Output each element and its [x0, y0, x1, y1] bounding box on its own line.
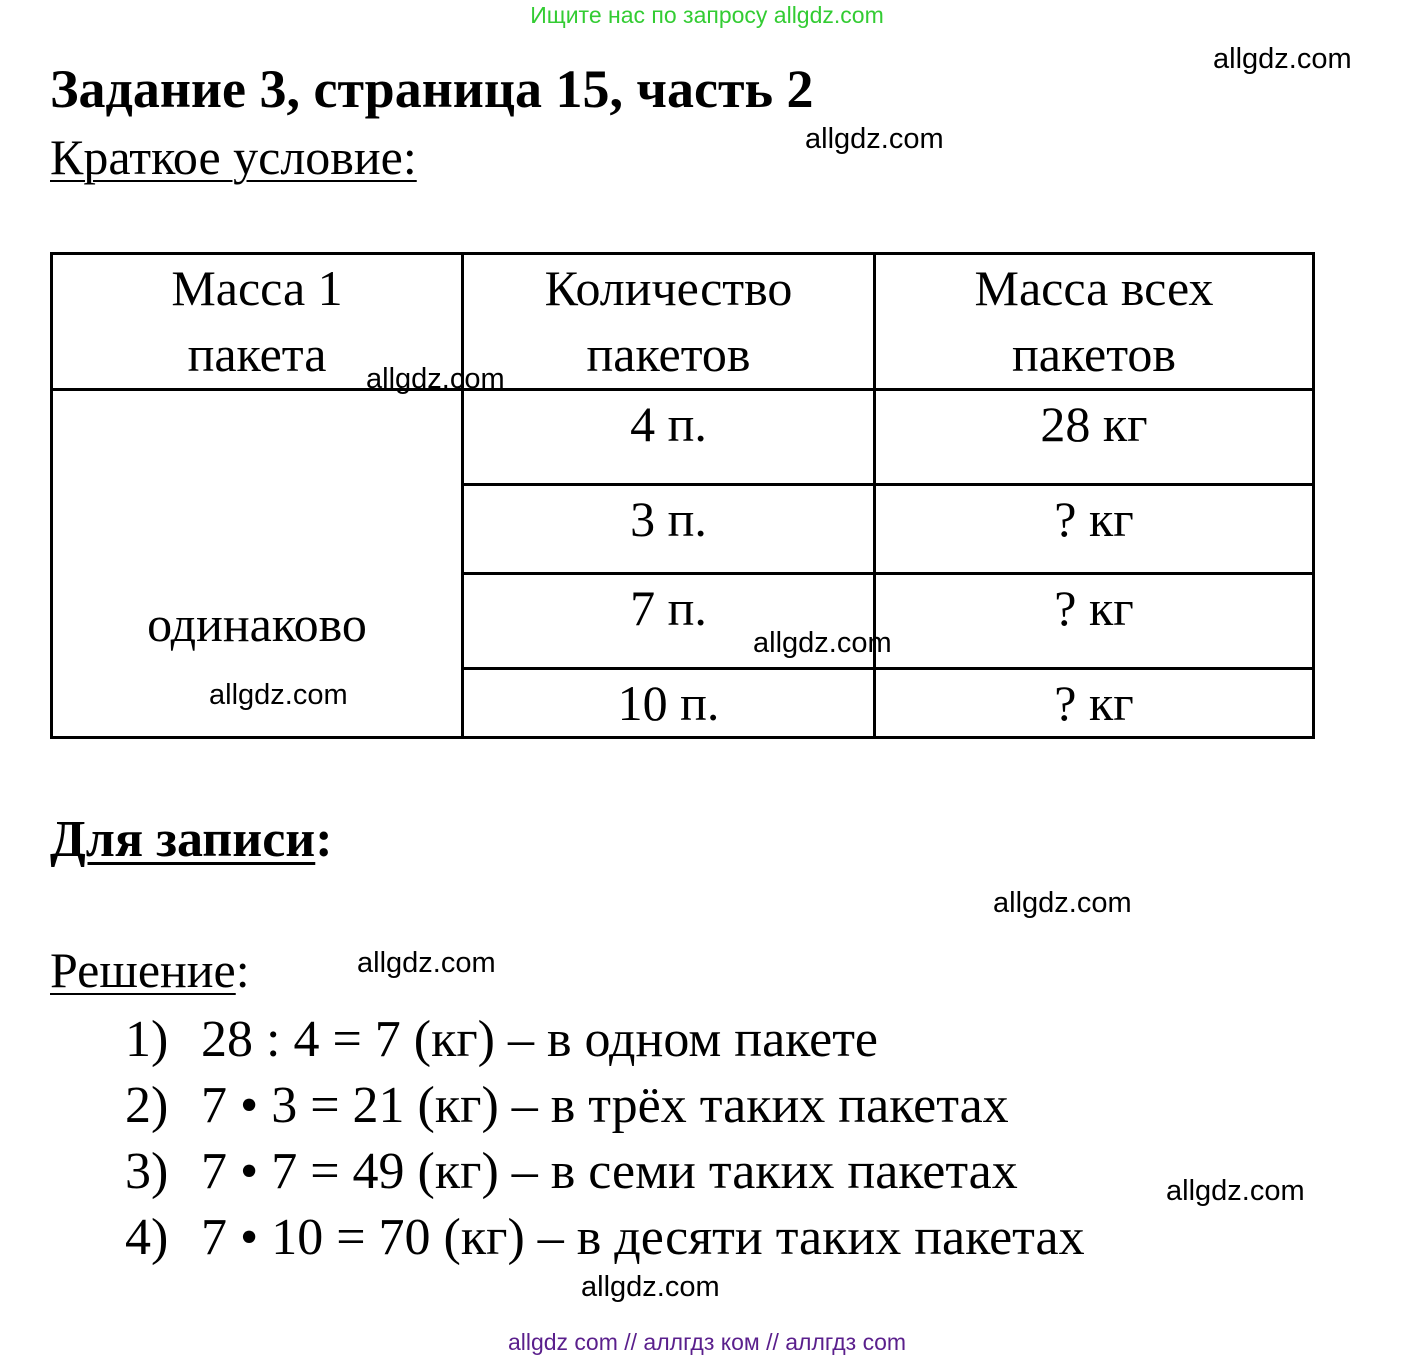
for-notes-label: Для записи — [50, 811, 316, 868]
mass-cell: ? кг — [875, 485, 1314, 574]
header-line: пакетов — [586, 326, 751, 382]
mass-cell: ? кг — [875, 574, 1314, 669]
solution-label: Решение — [50, 942, 236, 998]
footer-links[interactable]: allgdz com // аллгдз ком // аллгдз com — [507, 1329, 907, 1355]
count-cell: 4 п. — [463, 390, 875, 485]
solution-step — [125, 1010, 878, 1069]
solution-heading — [50, 941, 250, 999]
watermark: allgdz.com — [366, 363, 505, 395]
watermark: allgdz.com — [805, 123, 944, 155]
header-line: Масса всех — [974, 260, 1214, 316]
solution-step — [125, 1208, 1085, 1267]
table-header-row — [52, 254, 1314, 390]
step-number: 4) — [125, 1209, 169, 1266]
watermark: allgdz.com — [993, 887, 1132, 919]
watermark: allgdz.com — [1213, 43, 1352, 75]
mass-cell: ? кг — [875, 669, 1314, 738]
step-number: 2) — [125, 1077, 169, 1134]
for-notes-colon: : — [315, 811, 333, 868]
solution-colon: : — [235, 942, 250, 998]
step-text: 7 • 10 = 70 (кг) – в десяти таких пакетах — [201, 1209, 1085, 1266]
solution-step — [125, 1076, 1009, 1135]
header-line: Количество — [544, 260, 793, 316]
count-cell: 10 п. — [463, 669, 875, 738]
watermark: allgdz.com — [357, 947, 496, 979]
mass-cell: 28 кг — [875, 390, 1314, 485]
short-condition-heading: Краткое условие: — [50, 129, 417, 185]
table-row — [52, 390, 1314, 485]
header-mass-all-packages — [875, 254, 1314, 390]
step-number: 1) — [125, 1011, 169, 1068]
solution-step — [125, 1142, 1018, 1201]
step-number: 3) — [125, 1143, 169, 1200]
watermark: allgdz.com — [1166, 1175, 1305, 1207]
count-cell: 3 п. — [463, 485, 875, 574]
for-notes-heading — [50, 810, 333, 869]
header-line: Масса 1 — [171, 260, 343, 316]
task-title: Задание 3, страница 15, часть 2 — [50, 59, 814, 119]
step-text: 7 • 7 = 49 (кг) – в семи таких пакетах — [201, 1143, 1018, 1200]
count-cell: 7 п. — [463, 574, 875, 669]
watermark: allgdz.com — [209, 679, 348, 711]
condition-table — [50, 252, 1315, 739]
top-banner-link[interactable]: Ищите нас по запросу allgdz.com — [530, 2, 884, 28]
header-package-count — [463, 254, 875, 390]
watermark: allgdz.com — [581, 1271, 720, 1303]
header-line: пакетов — [1012, 326, 1176, 382]
header-line: пакета — [187, 326, 327, 382]
step-text: 28 : 4 = 7 (кг) – в одном пакете — [201, 1011, 879, 1068]
same-mass-text: одинаково — [147, 596, 367, 652]
step-text: 7 • 3 = 21 (кг) – в трёх таких пакетах — [201, 1077, 1009, 1134]
watermark: allgdz.com — [753, 627, 892, 659]
